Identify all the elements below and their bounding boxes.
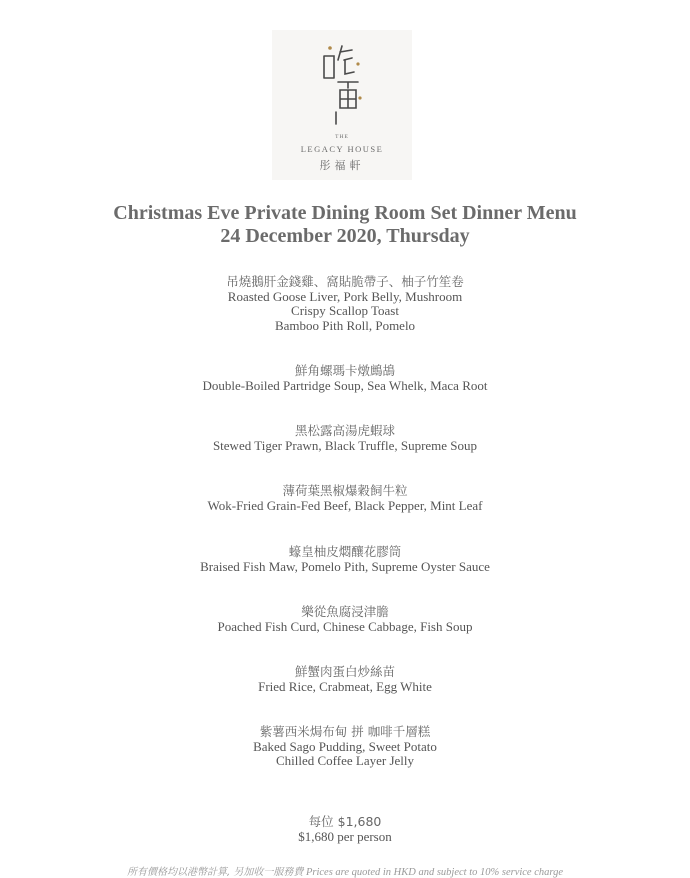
course-2-en-line-1: Double-Boiled Partridge Soup, Sea Whelk, Maca Root — [202, 377, 488, 393]
course-6-cn: 樂從魚腐浸津膽 — [301, 604, 389, 619]
logo-the: THE — [335, 134, 349, 140]
course-5-en-line-1: Braised Fish Maw, Pomelo Pith, Supreme Oyster Sauce — [200, 558, 490, 574]
course-1 — [0, 275, 690, 333]
course-7-cn: 鮮蟹肉蛋白炒絲苗 — [294, 664, 395, 679]
course-7 — [0, 665, 690, 694]
legacy-house-logo-mark-icon — [318, 38, 368, 128]
course-6-en-line-1: Poached Fish Curd, Chinese Cabbage, Fish Soup — [217, 618, 473, 634]
course-3-en-line-1: Stewed Tiger Prawn, Black Truffle, Supreme Soup — [212, 437, 478, 453]
menu-date: 24 December 2020, Thursday — [220, 225, 470, 247]
logo-name-cn: 彤福軒 — [319, 159, 365, 172]
course-5-cn: 蠔皇柚皮燜釀花膠筒 — [288, 544, 402, 559]
course-4-cn: 薄荷葉黑椒爆穀飼牛粒 — [282, 483, 408, 498]
course-8-en-line-1: Baked Sago Pudding, Sweet Potato — [253, 738, 437, 754]
course-8-en-line-2: Chilled Coffee Layer Jelly — [275, 753, 415, 769]
course-1-en-line-2: Crispy Scallop Toast — [291, 303, 399, 319]
course-4-en-line-1: Wok-Fried Grain-Fed Beef, Black Pepper, Mint Leaf — [207, 497, 483, 513]
course-2-cn: 鮮角螺瑪卡燉鷓鴣 — [294, 363, 395, 378]
course-8 — [0, 725, 690, 769]
footer-note — [0, 863, 690, 878]
course-1-en-line-1: Roasted Goose Liver, Pork Belly, Mushroom — [227, 288, 463, 304]
course-8-cn: 紫薯西米焗布甸 拼 咖啡千層糕 — [259, 724, 431, 739]
menu-title: Christmas Eve Private Dining Room Set Dinner Menu — [113, 202, 577, 224]
course-2 — [0, 364, 690, 393]
course-3-cn: 黑松露高湯虎蝦球 — [294, 423, 395, 438]
course-4 — [0, 484, 690, 513]
course-1-en-line-3: Bamboo Pith Roll, Pomelo — [274, 317, 416, 333]
logo — [272, 30, 412, 180]
price-cn: 每位 $1,680 — [308, 814, 382, 829]
course-5 — [0, 545, 690, 574]
price-en: $1,680 per person — [298, 828, 392, 844]
footer-note-cn: 所有價格均以港幣計算, 另加收一服務費 — [127, 867, 304, 878]
footer-note-en: Prices are quoted in HKD and subject to 10% service charge — [305, 867, 563, 878]
logo-name: LEGACY HOUSE — [300, 144, 384, 154]
course-7-en-line-1: Fried Rice, Crabmeat, Egg White — [258, 678, 432, 694]
course-3 — [0, 424, 690, 453]
price — [0, 815, 690, 844]
course-6 — [0, 605, 690, 634]
course-1-cn: 吊燒鵝肝金錢雞、窩貼脆帶子、柚子竹笙卷 — [226, 274, 464, 289]
